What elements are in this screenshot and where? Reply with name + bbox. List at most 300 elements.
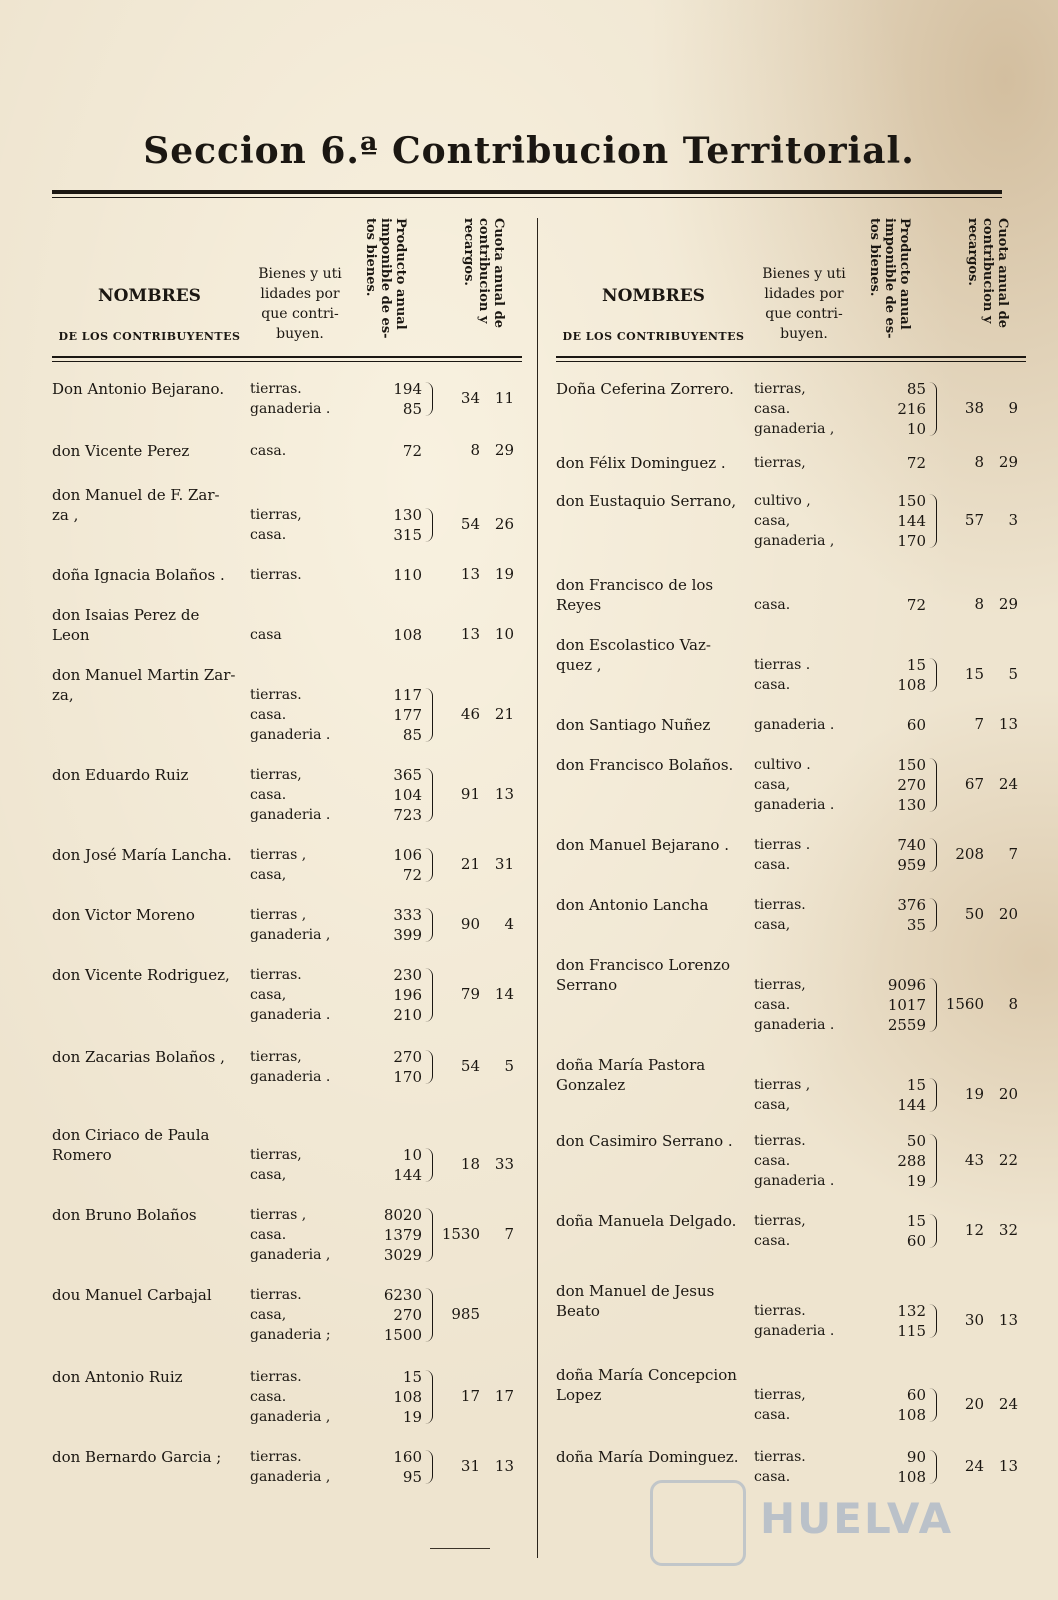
product-value: 150	[897, 756, 926, 774]
brace-icon	[424, 1370, 433, 1424]
product-value: 365	[393, 766, 422, 784]
taxpayer-name-line: doña María Pastora	[556, 1056, 706, 1074]
product-value	[874, 635, 926, 655]
product-value: 72	[906, 596, 926, 614]
cuota-maravedis: 7	[504, 1225, 514, 1243]
goods-item: ganaderia ,	[250, 1409, 331, 1425]
goods-item: ganaderia ,	[754, 421, 835, 437]
brace-icon	[928, 838, 937, 872]
product-values	[370, 441, 422, 461]
cuota-reales: 13	[460, 565, 480, 583]
goods-item: tierras ,	[754, 1077, 811, 1093]
brace-icon	[424, 1050, 433, 1084]
goods-item: tierras.	[250, 381, 302, 397]
goods-item: tierras.	[250, 1369, 302, 1385]
header-bienes-line: buyen.	[276, 326, 324, 342]
product-value: 177	[393, 706, 422, 724]
product-value: 216	[897, 400, 926, 418]
goods-list	[754, 453, 864, 473]
taxpayer-name	[556, 955, 751, 995]
cuota-maravedis: 4	[504, 915, 514, 933]
product-values	[370, 765, 422, 825]
taxpayer-name	[52, 441, 247, 461]
taxpayer-name	[52, 1367, 247, 1387]
taxpayer-name	[556, 635, 751, 675]
goods-item: ganaderia .	[250, 1069, 331, 1085]
cuota-reales: 67	[964, 775, 984, 793]
cuota-maravedis: 19	[494, 565, 514, 583]
taxpayer-name-line: don Manuel de Jesus	[556, 1282, 715, 1300]
goods-list	[250, 965, 360, 1025]
header-bottom-rule-thin	[52, 361, 522, 362]
cuota-reales: 57	[964, 511, 984, 529]
product-value: 108	[897, 676, 926, 694]
page-title: Seccion 6.ª Contribucion Territorial.	[143, 130, 915, 172]
goods-item: casa.	[250, 1227, 287, 1243]
taxpayer-name-line: don Eustaquio Serrano,	[556, 492, 737, 510]
goods-item: casa.	[250, 443, 287, 459]
cuota-reales: 8	[974, 453, 984, 471]
goods-list	[754, 1131, 864, 1191]
cuota-reales: 91	[460, 785, 480, 803]
cuota-value	[940, 595, 1024, 613]
taxpayer-name-line: dou Manuel Carbajal	[52, 1286, 212, 1304]
brace-icon	[928, 1450, 937, 1484]
right-column	[556, 218, 1026, 1558]
cuota-maravedis: 14	[494, 985, 514, 1003]
product-values	[370, 565, 422, 585]
cuota-reales: 8	[470, 441, 480, 459]
product-value: 15	[402, 1368, 422, 1386]
watermark-text: HUELVA	[760, 1494, 954, 1543]
taxpayer-name-line: Gonzalez	[556, 1076, 626, 1094]
product-values	[370, 965, 422, 1025]
product-value: 60	[906, 1386, 926, 1404]
cuota-maravedis: 26	[494, 515, 514, 533]
cuota-maravedis: 20	[998, 1085, 1018, 1103]
goods-list	[754, 635, 864, 695]
taxpayer-name	[556, 491, 751, 511]
product-value: 959	[897, 856, 926, 874]
goods-item: ganaderia .	[250, 401, 331, 417]
cuota-maravedis: 17	[494, 1387, 514, 1405]
goods-item: tierras.	[754, 1449, 806, 1465]
taxpayer-name	[52, 565, 247, 585]
product-values	[370, 1285, 422, 1345]
taxpayer-name	[556, 575, 751, 615]
product-value: 196	[393, 986, 422, 1004]
taxpayer-name-line: don Casimiro Serrano .	[556, 1132, 733, 1150]
product-value: 85	[906, 380, 926, 398]
taxpayer-name-line: doña María Concepcion	[556, 1366, 737, 1384]
cuota-reales: 12	[964, 1221, 984, 1239]
taxpayer-name-line: don Félix Dominguez .	[556, 454, 726, 472]
goods-item: tierras,	[754, 455, 806, 471]
goods-item: ganaderia ,	[250, 1247, 331, 1263]
goods-item: tierras.	[250, 567, 302, 583]
product-value	[874, 1365, 926, 1385]
cuota-maravedis: 13	[494, 785, 514, 803]
product-values	[874, 715, 926, 735]
goods-item: casa,	[754, 513, 791, 529]
goods-item: tierras.	[250, 1287, 302, 1303]
brace-icon	[424, 382, 433, 416]
product-value: 10	[906, 420, 926, 438]
product-values	[874, 1131, 926, 1191]
header-bienes	[754, 264, 854, 344]
product-value: 60	[906, 716, 926, 734]
cuota-value	[436, 915, 520, 933]
product-values	[874, 1211, 926, 1251]
goods-item: casa,	[250, 867, 287, 883]
cuota-maravedis: 7	[1008, 845, 1018, 863]
taxpayer-name-line: don Victor Moreno	[52, 906, 195, 924]
goods-item: casa.	[754, 677, 791, 693]
taxpayer-name	[52, 1125, 247, 1165]
brace-icon	[928, 1388, 937, 1422]
goods-item: tierras,	[754, 381, 806, 397]
goods-item: tierras.	[754, 897, 806, 913]
product-value: 160	[393, 1448, 422, 1466]
header-bienes-line: buyen.	[780, 326, 828, 342]
cuota-value	[436, 1305, 520, 1323]
goods-item: ganaderia .	[250, 1007, 331, 1023]
goods-item: ganaderia ,	[754, 533, 835, 549]
header-bienes-line: Bienes y uti	[258, 266, 342, 282]
taxpayer-name-line: don Isaias Perez de	[52, 606, 200, 624]
product-values	[874, 1055, 926, 1115]
header-bienes-line: lidades por	[764, 286, 844, 302]
product-value	[874, 955, 926, 975]
brace-icon	[928, 898, 937, 932]
product-values	[370, 905, 422, 945]
cuota-maravedis: 29	[998, 595, 1018, 613]
goods-item: cultivo ,	[754, 493, 811, 509]
goods-list	[754, 1055, 864, 1115]
goods-item: casa.	[754, 401, 791, 417]
goods-list	[250, 1125, 360, 1185]
goods-item: tierras ,	[250, 1207, 307, 1223]
cuota-reales: 208	[955, 845, 984, 863]
cuota-reales: 24	[964, 1457, 984, 1475]
header-bienes-line: que contri-	[261, 306, 339, 322]
goods-item: ganaderia ,	[250, 927, 331, 943]
goods-item: tierras.	[754, 1303, 806, 1319]
product-value: 270	[393, 1048, 422, 1066]
taxpayer-name-line: don Manuel de F. Zar-	[52, 486, 220, 504]
product-value: 108	[897, 1406, 926, 1424]
goods-item: tierras.	[250, 967, 302, 983]
product-value	[874, 1055, 926, 1075]
cuota-value	[436, 785, 520, 803]
watermark	[650, 1480, 954, 1560]
cuota-value	[940, 995, 1024, 1013]
product-values	[370, 485, 422, 545]
brace-icon	[424, 848, 433, 882]
product-value: 72	[402, 442, 422, 460]
product-value: 60	[906, 1232, 926, 1250]
product-value: 15	[906, 1212, 926, 1230]
cuota-maravedis: 5	[1008, 665, 1018, 683]
cuota-value	[940, 511, 1024, 529]
cuota-value	[940, 1457, 1024, 1475]
cuota-reales: 15	[964, 665, 984, 683]
taxpayer-name-line: don Antonio Lancha	[556, 896, 709, 914]
cuota-value	[436, 389, 520, 407]
product-values	[874, 955, 926, 1035]
taxpayer-name-line: Serrano	[556, 976, 618, 994]
taxpayer-name	[52, 379, 247, 399]
product-value: 15	[906, 1076, 926, 1094]
cuota-reales: 20	[964, 1395, 984, 1413]
product-value: 132	[897, 1302, 926, 1320]
taxpayer-name-line: don Francisco de los	[556, 576, 714, 594]
cuota-reales: 1530	[441, 1225, 480, 1243]
product-value: 1500	[383, 1326, 422, 1344]
goods-item: tierras,	[754, 1387, 806, 1403]
left-column-header	[52, 218, 522, 360]
product-value: 10	[402, 1146, 422, 1164]
goods-item: tierras.	[250, 1449, 302, 1465]
goods-item: ganaderia .	[754, 1017, 835, 1033]
cuota-maravedis: 24	[998, 1395, 1018, 1413]
goods-list	[754, 895, 864, 935]
product-values	[370, 1205, 422, 1265]
left-column	[52, 218, 522, 1558]
goods-list	[250, 765, 360, 825]
product-value: 144	[393, 1166, 422, 1184]
cuota-value	[436, 985, 520, 1003]
goods-item: tierras ,	[250, 847, 307, 863]
taxpayer-name	[52, 1447, 247, 1467]
product-values	[874, 895, 926, 935]
goods-list	[754, 575, 864, 615]
goods-list	[754, 1211, 864, 1251]
cuota-value	[940, 905, 1024, 923]
product-values	[370, 1047, 422, 1087]
product-value: 115	[897, 1322, 926, 1340]
cuota-reales: 19	[964, 1085, 984, 1103]
header-rule	[52, 190, 1002, 194]
product-values	[874, 755, 926, 815]
taxpayer-name	[556, 1365, 751, 1405]
product-values	[370, 605, 422, 645]
taxpayer-name	[52, 965, 247, 985]
cuota-reales: 21	[460, 855, 480, 873]
taxpayer-name-line: don Vicente Perez	[52, 442, 190, 460]
product-values	[874, 453, 926, 473]
product-value: 315	[393, 526, 422, 544]
taxpayer-name-line: don Santiago Nuñez	[556, 716, 711, 734]
product-values	[370, 1447, 422, 1487]
product-value: 95	[402, 1468, 422, 1486]
goods-item: casa,	[754, 917, 791, 933]
header-names: NOMBRES	[98, 286, 201, 306]
cuota-value	[436, 1387, 520, 1405]
product-value: 210	[393, 1006, 422, 1024]
taxpayer-name-line: don Zacarias Bolaños ,	[52, 1048, 225, 1066]
cuota-maravedis: 13	[494, 1457, 514, 1475]
goods-item: tierras.	[250, 687, 302, 703]
goods-list	[250, 565, 360, 585]
product-value: 1017	[887, 996, 926, 1014]
taxpayer-name-line: doña María Dominguez.	[556, 1448, 739, 1466]
goods-item: casa.	[754, 1233, 791, 1249]
cuota-maravedis: 13	[998, 1311, 1018, 1329]
taxpayer-name-line: Leon	[52, 626, 90, 644]
product-value: 130	[897, 796, 926, 814]
goods-item	[250, 1125, 360, 1145]
goods-item	[754, 955, 864, 975]
footer-rule	[430, 1548, 490, 1549]
taxpayer-name	[556, 1131, 751, 1151]
taxpayer-name-line: Beato	[556, 1302, 600, 1320]
cuota-value	[940, 715, 1024, 733]
cuota-reales: 17	[460, 1387, 480, 1405]
goods-item: ganaderia .	[754, 797, 835, 813]
product-value: 333	[393, 906, 422, 924]
goods-list	[754, 1281, 864, 1341]
product-value: 72	[402, 866, 422, 884]
taxpayer-name-line: Lopez	[556, 1386, 602, 1404]
goods-item	[754, 635, 864, 655]
cuota-value	[940, 1395, 1024, 1413]
product-value: 19	[402, 1408, 422, 1426]
brace-icon	[424, 1148, 433, 1182]
taxpayer-name-line: don Antonio Ruiz	[52, 1368, 183, 1386]
taxpayer-name	[556, 1447, 751, 1467]
brace-icon	[424, 1208, 433, 1262]
taxpayer-name	[556, 895, 751, 915]
goods-item: casa.	[754, 1153, 791, 1169]
product-value	[874, 575, 926, 595]
goods-list	[250, 1047, 360, 1087]
cuota-value	[940, 845, 1024, 863]
product-value: 110	[393, 566, 422, 584]
cuota-reales: 50	[964, 905, 984, 923]
brace-icon	[424, 1288, 433, 1342]
taxpayer-name-line: don José María Lancha.	[52, 846, 232, 864]
taxpayer-name	[52, 845, 247, 865]
product-values	[874, 635, 926, 695]
goods-list	[250, 605, 360, 645]
goods-item: ganaderia ;	[250, 1327, 331, 1343]
goods-item: ganaderia .	[250, 727, 331, 743]
brace-icon	[424, 1450, 433, 1484]
goods-item: casa,	[250, 987, 287, 1003]
taxpayer-name-line: Romero	[52, 1146, 112, 1164]
goods-list	[250, 485, 360, 545]
taxpayer-name-line: doña Manuela Delgado.	[556, 1212, 737, 1230]
header-bottom-rule-thin	[556, 361, 1026, 362]
product-value: 723	[393, 806, 422, 824]
cuota-value	[436, 1457, 520, 1475]
taxpayer-name	[52, 905, 247, 925]
product-value: 288	[897, 1152, 926, 1170]
header-names-sub: DE LOS CONTRIBUYENTES	[58, 330, 241, 343]
taxpayer-name	[52, 765, 247, 785]
goods-list	[754, 835, 864, 875]
goods-item: tierras .	[754, 657, 811, 673]
product-value	[874, 1281, 926, 1301]
product-value: 108	[897, 1468, 926, 1486]
goods-item: tierras.	[754, 1133, 806, 1149]
product-value: 150	[897, 492, 926, 510]
goods-list	[250, 1367, 360, 1427]
taxpayer-name	[52, 485, 247, 525]
goods-list	[754, 1365, 864, 1425]
cuota-value	[940, 775, 1024, 793]
goods-list	[250, 665, 360, 745]
right-column-header	[556, 218, 1026, 360]
product-values	[370, 1125, 422, 1185]
goods-item: casa,	[250, 1167, 287, 1183]
header-rule-thin	[52, 197, 1002, 198]
brace-icon	[928, 658, 937, 692]
product-value: 130	[393, 506, 422, 524]
product-value: 19	[906, 1172, 926, 1190]
taxpayer-name-line: don Bruno Bolaños	[52, 1206, 197, 1224]
goods-item	[754, 1281, 864, 1301]
brace-icon	[928, 1078, 937, 1112]
cuota-maravedis: 24	[998, 775, 1018, 793]
goods-item: ganaderia .	[754, 1173, 835, 1189]
cuota-maravedis: 9	[1008, 399, 1018, 417]
taxpayer-name	[556, 1281, 751, 1321]
product-value: 270	[393, 1306, 422, 1324]
cuota-maravedis: 33	[494, 1155, 514, 1173]
goods-list	[250, 1447, 360, 1487]
taxpayer-name-line: don Bernardo Garcia ;	[52, 1448, 222, 1466]
goods-item: ganaderia .	[754, 717, 835, 733]
product-value: 9096	[887, 976, 926, 994]
cuota-maravedis: 31	[494, 855, 514, 873]
cuota-value	[436, 855, 520, 873]
cuota-maravedis: 10	[494, 625, 514, 643]
taxpayer-name	[556, 1211, 751, 1231]
cuota-reales: 46	[460, 705, 480, 723]
goods-item: casa.	[754, 857, 791, 873]
product-value: 3029	[383, 1246, 422, 1264]
cuota-reales: 54	[460, 1057, 480, 1075]
product-value: 144	[897, 1096, 926, 1114]
cuota-reales: 985	[451, 1305, 480, 1323]
product-value: 15	[906, 656, 926, 674]
cuota-maravedis: 11	[494, 389, 514, 407]
cuota-value	[436, 1225, 520, 1243]
goods-item: ganaderia ,	[250, 1469, 331, 1485]
goods-list	[250, 1285, 360, 1345]
goods-item: casa.	[754, 1469, 791, 1485]
cuota-value	[436, 625, 520, 643]
taxpayer-name-line: don Vicente Rodriguez,	[52, 966, 230, 984]
cuota-reales: 30	[964, 1311, 984, 1329]
cuota-reales: 18	[460, 1155, 480, 1173]
cuota-reales: 43	[964, 1151, 984, 1169]
taxpayer-name-line: za ,	[52, 506, 79, 524]
taxpayer-name-line: don Eduardo Ruiz	[52, 766, 189, 784]
cuota-value	[940, 1221, 1024, 1239]
goods-item: ganaderia .	[250, 807, 331, 823]
header-producto: Producto anual imponible de es- tos bienes.	[867, 218, 912, 339]
cuota-value	[436, 515, 520, 533]
goods-item: casa.	[754, 1407, 791, 1423]
goods-item	[250, 485, 360, 505]
product-value: 104	[393, 786, 422, 804]
product-values	[370, 845, 422, 885]
taxpayer-name	[52, 1205, 247, 1225]
taxpayer-name	[556, 1055, 751, 1095]
